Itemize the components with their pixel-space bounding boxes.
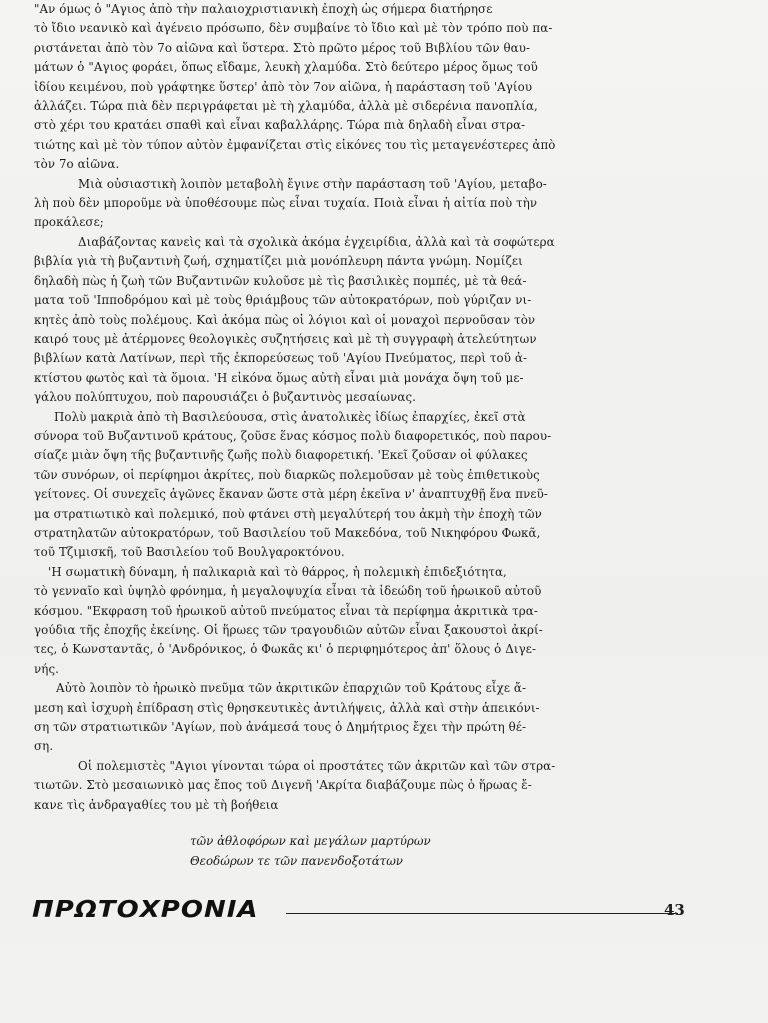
page-footer	[32, 895, 692, 929]
paragraph: Διαβάζοντας κανεὶς καὶ τὰ σχολικὰ ἀκόμα ἐγχειρίδια, ἀλλὰ καὶ τὰ σοφώτερα βιβλία γιὰ τὴ βυζαντινὴ ζωή, σχηματίζει μιὰ μονόπλευρη πάντα γνώμη. Νομίζει δηλαδὴ πὼς ἡ ζωὴ τῶν Βυζαντινῶν κυλοῦσε μὲ τὶς βασιλικὲς πομπές, μὲ τὰ θεά- ματα τοῦ 'Ιπποδρόμου καὶ μὲ τοὺς θριάμβους τῶν αὐτοκρατόρων, ποὺ γύριζαν νι- κητὲς ἀπὸ τοὺς πολέμους. Καὶ ἀκόμα πὼς οἱ λόγιοι καὶ οἱ μοναχοὶ περνοῦσαν τὸν καιρό τους μὲ ἀτέρμονες θεολογικὲς συζητήσεις καὶ μὲ τὴ συγγραφὴ ἀτελεύτητων βιβλίων κατὰ Λατίνων, περὶ τῆς ἐκπορεύσεως τοῦ 'Αγίου Πνεύματος, περὶ τοῦ ἀ- κτίστου φωτὸς καὶ τὰ ὅμοια. 'Η εἰκόνα ὅμως αὐτὴ εἶναι μιὰ μονάχα ὄψη τοῦ με- γάλου πολύπτυχου, ποὺ παρουσιάζει ὁ βυζαντινὸς μεσαίωνας.	[34, 234, 555, 405]
footer-divider	[286, 913, 678, 914]
paragraph: "Αν όμως ὁ "Αγιος ἀπὸ τὴν παλαιοχριστιανικὴ ἐποχὴ ὡς σήμερα διατήρησε τὸ ἴδιο νεανικὸ καὶ ἀγένειο πρόσωπο, δὲν συμβαίνε τὸ ἴδιο καὶ μὲ τὸν τρόπο ποὺ πα- ριστάνεται ἀπὸ τὸν 7ο αἰῶνα καὶ ὕστερα. Στὸ πρῶτο μέρος τοῦ Βιβλίου τῶν θαυ- μάτων ὁ "Αγιος φοράει, ὅπως εἴδαμε, λευκὴ χλαμύδα. Στὸ δεύτερο μέρος ὅμως τοῦ ἰδίου κειμένου, ποὺ γράφτηκε ὕστερ' ἀπὸ τὸν 7ον αἰῶνα, ἡ παράσταση τοῦ 'Αγίου ἀλλάζει. Τώρα πιὰ δὲν περιγράφεται μὲ τὴ χλαμύδα, ἀλλὰ μὲ σιδερένια πανοπλία, στὸ χέρι του κρατάει σπαθὶ καὶ εἶναι καβαλλάρης. Τώρα πιὰ δηλαδὴ εἶναι στρα- τιώτης καὶ μὲ τὸν τύπον αὐτὸν ἐμφανίζεται στὶς εἰκόνες του τὶς μεταγενέστερες ἀπὸ τὸν 7ο αἰῶνα.	[34, 2, 556, 172]
verse-quote	[190, 832, 431, 871]
article-body	[34, 0, 668, 815]
paragraph: Οἱ πολεμιστὲς "Αγιοι γίνονται τώρα οἱ προστάτες τῶν ἀκριτῶν καὶ τῶν στρα- τιωτῶν. Στὸ μεσαιωνικὸ μας ἔπος τοῦ Διγενῆ 'Ακρίτα διαβάζουμε πὼς ὁ ἥρωας ἔ- κανε τὶς ἀνδραγαθίες του μὲ τὴ βοήθεια	[34, 758, 556, 812]
verse-line: Θεοδώρων τε τῶν πανενδοξοτάτων	[190, 853, 403, 868]
paragraph: 'Η σωματικὴ δύναμη, ἡ παλικαριὰ καὶ τὸ θάρρος, ἡ πολεμικὴ ἐπιδεξιότητα, τὸ γενναῖο καὶ ὑψηλὸ φρόνημα, ἡ μεγαλοψυχία εἶναι τὰ ἰδεώδη τοῦ ἡρωικοῦ αὐτοῦ κόσμου. "Εκφραση τοῦ ἡρωικοῦ αὐτοῦ πνεύματος εἶναι τὰ περίφημα ἀκριτικὰ τρα- γούδια τῆς ἐποχῆς ἐκείνης. Οἱ ἥρωες τῶν τραγουδιῶν αὐτῶν εἶναι ξακουστοὶ ἀκρί- τες, ὁ Κωνσταντᾶς, ὁ 'Ανδρόνικος, ὁ Φωκᾶς κι' ὁ περιφημότερος ἀπ' ὅλους ὁ Διγε- νής.	[34, 564, 543, 676]
paragraph: Μιὰ οὐσιαστικὴ λοιπὸν μεταβολὴ ἔγινε στὴν παράσταση τοῦ 'Αγίου, μεταβο- λὴ ποὺ δὲν μποροῦμε νὰ ὑποθέσουμε πὼς εἶναι τυχαία. Ποιὰ εἶναι ἡ αἰτία ποὺ τὴν προκάλεσε;	[34, 176, 547, 230]
magazine-title: ΠΡΩΤΟΧΡΟΝΙΑ	[32, 896, 259, 924]
paragraph: Αὐτὸ λοιπὸν τὸ ἡρωικὸ πνεῦμα τῶν ἀκριτικῶν ἐπαρχιῶν τοῦ Κράτους εἶχε ἄ- μεση καὶ ἰσχυρὴ ἐπίδραση στὶς θρησκευτικὲς ἀντιλήψεις, ἀλλὰ καὶ στὴν ἀπεικόνι- ση τῶν στρατιωτικῶν 'Αγίων, ποὺ ἀνάμεσά τους ὁ Δημήτριος ἔχει τὴν πρώτη θέ- ση.	[34, 681, 540, 754]
paragraph: Πολὺ μακριὰ ἀπὸ τὴ Βασιλεύουσα, στὶς ἀνατολικὲς ἰδίως ἐπαρχίες, ἐκεῖ στὰ σύνορα τοῦ Βυζαντινοῦ κράτους, ζοῦσε ἕνας κόσμος πολὺ διαφορετικός, ποὺ παρου- σίαζε μιὰν ὄψη τῆς βυζαντινῆς ζωῆς πολὺ διαφορετική. 'Εκεῖ ζοῦσαν οἱ φύλακες τῶν συνόρων, οἱ περίφημοι ἀκρίτες, ποὺ διαρκῶς πολεμοῦσαν μὲ τοὺς ἐπιθετικοὺς γείτονες. Οἱ συνεχεῖς ἀγῶνες ἔκαναν ὥστε στὰ μέρη ἐκεῖνα ν' ἀναπτυχθῇ ἕνα πνεῦ- μα στρατιωτικὸ καὶ πολεμικό, ποὺ φτάνει στὴ μεγαλύτερή του ἀκμὴ τὴν ἐποχὴ τῶν στρατηλατῶν αὐτοκρατόρων, τοῦ Βασιλείου τοῦ Μακεδόνα, τοῦ Νικηφόρου Φωκᾶ, τοῦ Τζιμισκῆ, τοῦ Βασιλείου τοῦ Βουλγαροκτόνου.	[34, 409, 552, 560]
verse-line: τῶν ἀθλοφόρων καὶ μεγάλων μαρτύρων	[190, 834, 431, 848]
page-number: 43	[664, 901, 685, 919]
